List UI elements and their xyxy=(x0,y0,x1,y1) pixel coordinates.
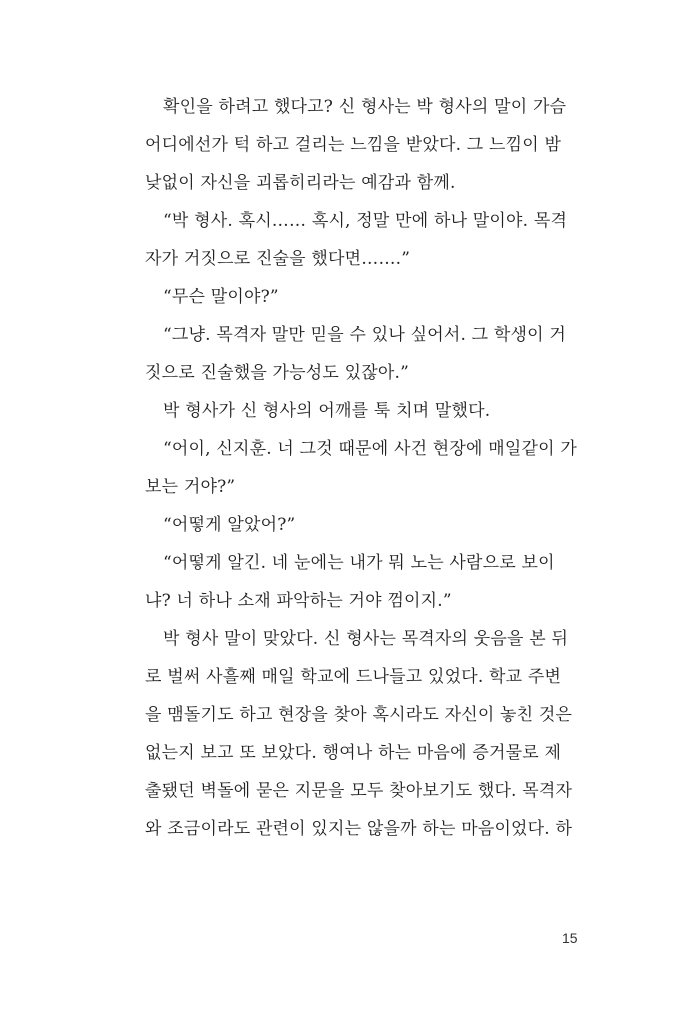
page-number: 15 xyxy=(562,930,578,946)
text-line: 냐? 너 하나 소재 파악하는 거야 껌이지.” xyxy=(145,591,452,611)
text-line: “그냥. 목격자 말만 믿을 수 있나 싶어서. 그 학생이 거 xyxy=(163,325,566,345)
text-line: 낮없이 자신을 괴롭히리라는 예감과 함께. xyxy=(145,173,456,193)
text-line: 박 형사가 신 형사의 어깨를 툭 치며 말했다. xyxy=(163,401,491,421)
text-line: 짓으로 진술했을 가능성도 있잖아.” xyxy=(145,363,410,383)
text-line: 보는 거야?” xyxy=(145,477,236,497)
text-line: “어이, 신지훈. 너 그것 때문에 사건 현장에 매일같이 가 xyxy=(163,439,577,459)
text-line: 자가 거짓으로 진술을 했다면…….” xyxy=(145,249,411,269)
text-line: 박 형사 말이 맞았다. 신 형사는 목격자의 웃음을 본 뒤 xyxy=(163,629,569,649)
text-line: 없는지 보고 또 보았다. 행여나 하는 마음에 증거물로 제 xyxy=(145,743,562,763)
body-text xyxy=(145,92,585,852)
text-line: 로 벌써 사흘째 매일 학교에 드나들고 있었다. 학교 주변 xyxy=(145,667,562,687)
text-line: “박 형사. 혹시…… 혹시, 정말 만에 하나 말이야. 목격 xyxy=(163,211,568,231)
text-line: “어떻게 알긴. 네 눈에는 내가 뭐 노는 사람으로 보이 xyxy=(163,553,555,573)
text-line: “무슨 말이야?” xyxy=(163,287,279,307)
text-line: 출됐던 벽돌에 묻은 지문을 모두 찾아보기도 했다. 목격자 xyxy=(145,781,573,801)
text-line: “어떻게 알았어?” xyxy=(163,515,296,535)
text-line: 와 조금이라도 관련이 있지는 않을까 하는 마음이었다. 하 xyxy=(145,819,573,839)
text-line: 어디에선가 턱 하고 걸리는 느낌을 받았다. 그 느낌이 밤 xyxy=(145,135,562,155)
text-line: 을 맴돌기도 하고 현장을 찾아 혹시라도 자신이 놓친 것은 xyxy=(145,705,573,725)
text-line: 확인을 하려고 했다고? 신 형사는 박 형사의 말이 가슴 xyxy=(163,97,567,117)
